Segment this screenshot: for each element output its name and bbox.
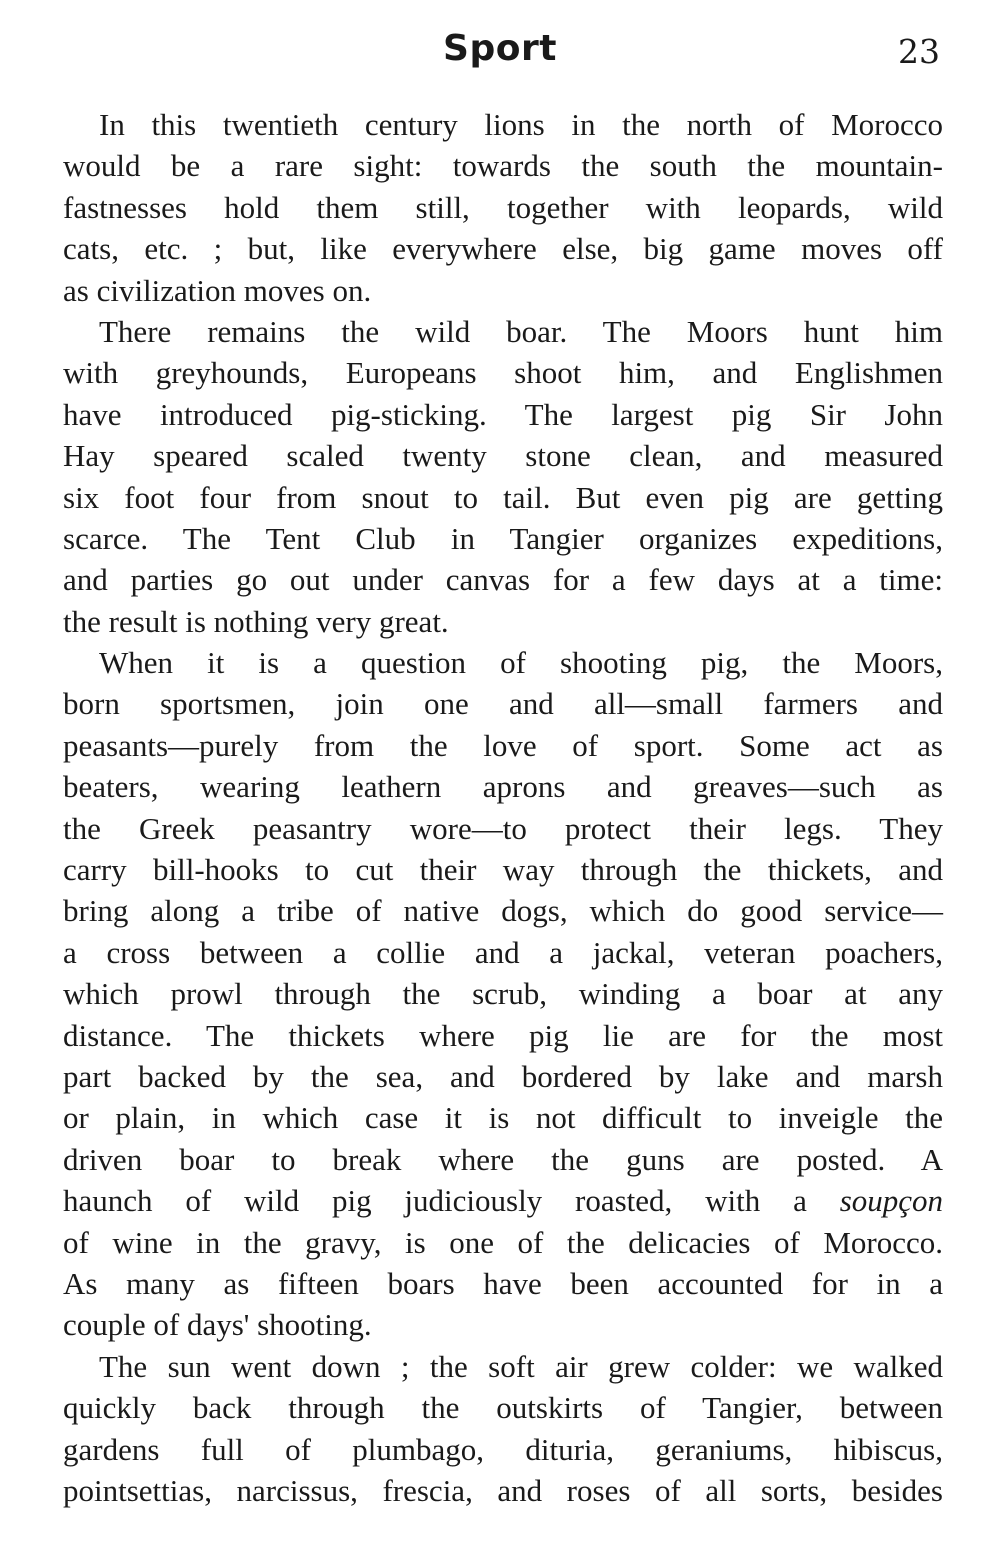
text-line: bring along a tribe of native dogs, which do good service— xyxy=(63,893,943,929)
text-line: have introduced pig-sticking. The largest pig Sir John xyxy=(63,396,943,432)
text-segment: haunch of wild pig judiciously roasted, with a xyxy=(63,1183,807,1219)
paragraph-4 xyxy=(63,1346,943,1512)
paragraph-2 xyxy=(63,311,943,642)
chapter-title: Sport xyxy=(443,28,557,69)
text-line: scarce. The Tent Club in Tangier organizes expeditions, xyxy=(63,520,943,556)
text-line: carry bill-hooks to cut their way through the thickets, and xyxy=(63,852,943,888)
text-line: fastnesses hold them still, together with leopards, wild xyxy=(63,189,943,225)
text-line: with greyhounds, Europeans shoot him, and Englishmen xyxy=(63,355,943,391)
text-line: Hay speared scaled twenty stone clean, and measured xyxy=(63,438,943,474)
text-line: the Greek peasantry wore—to protect their legs. They xyxy=(63,810,943,846)
text-line: The sun went down ; the soft air grew colder: we walked xyxy=(99,1348,943,1384)
text-line: As many as fifteen boars have been accounted for in a xyxy=(63,1265,943,1301)
text-line: or plain, in which case it is not difficult to inveigle the xyxy=(63,1100,943,1136)
text-line: quickly back through the outskirts of Tangier, between xyxy=(63,1390,943,1426)
text-line: which prowl through the scrub, winding a boar at any xyxy=(63,976,943,1012)
text-line-with-italic xyxy=(63,1180,943,1221)
text-line: There remains the wild boar. The Moors hunt him xyxy=(99,313,943,349)
text-line: a cross between a collie and a jackal, veteran poachers, xyxy=(63,934,943,970)
text-line: In this twentieth century lions in the north of Morocco xyxy=(99,107,943,142)
text-line: distance. The thickets where pig lie are for the most xyxy=(63,1017,943,1053)
paragraph-1 xyxy=(63,104,943,311)
paragraph-3 xyxy=(63,642,943,1346)
text-line: When it is a question of shooting pig, the Moors, xyxy=(99,645,943,681)
running-head xyxy=(0,22,1000,74)
text-line: beaters, wearing leathern aprons and greaves—such as xyxy=(63,769,943,805)
text-line: would be a rare sight: towards the south the mountain- xyxy=(63,148,943,184)
text-line: peasants—purely from the love of sport. Some act as xyxy=(63,727,943,763)
text-line: part backed by the sea, and bordered by lake and marsh xyxy=(63,1058,943,1094)
text-line: cats, etc. ; but, like everywhere else, big game moves off xyxy=(63,231,943,267)
page-number: 23 xyxy=(898,32,940,71)
text-line: the result is nothing very great. xyxy=(63,603,449,639)
text-line: driven boar to break where the guns are posted. A xyxy=(63,1141,943,1177)
body-text xyxy=(63,104,943,1511)
text-line: six foot four from snout to tail. But even pig are getting xyxy=(63,479,943,515)
text-line: pointsettias, narcissus, frescia, and roses of all sorts, besides xyxy=(63,1472,943,1508)
text-line: gardens full of plumbago, dituria, geraniums, hibiscus, xyxy=(63,1431,943,1467)
text-line: as civilization moves on. xyxy=(63,272,372,308)
text-line: and parties go out under canvas for a few days at a time: xyxy=(63,562,943,598)
text-line: couple of days' shooting. xyxy=(63,1307,372,1343)
italic-word: soupçon xyxy=(839,1183,944,1219)
text-line: born sportsmen, join one and all—small farmers and xyxy=(63,686,943,722)
text-line: of wine in the gravy, is one of the delicacies of Morocco. xyxy=(63,1224,943,1260)
